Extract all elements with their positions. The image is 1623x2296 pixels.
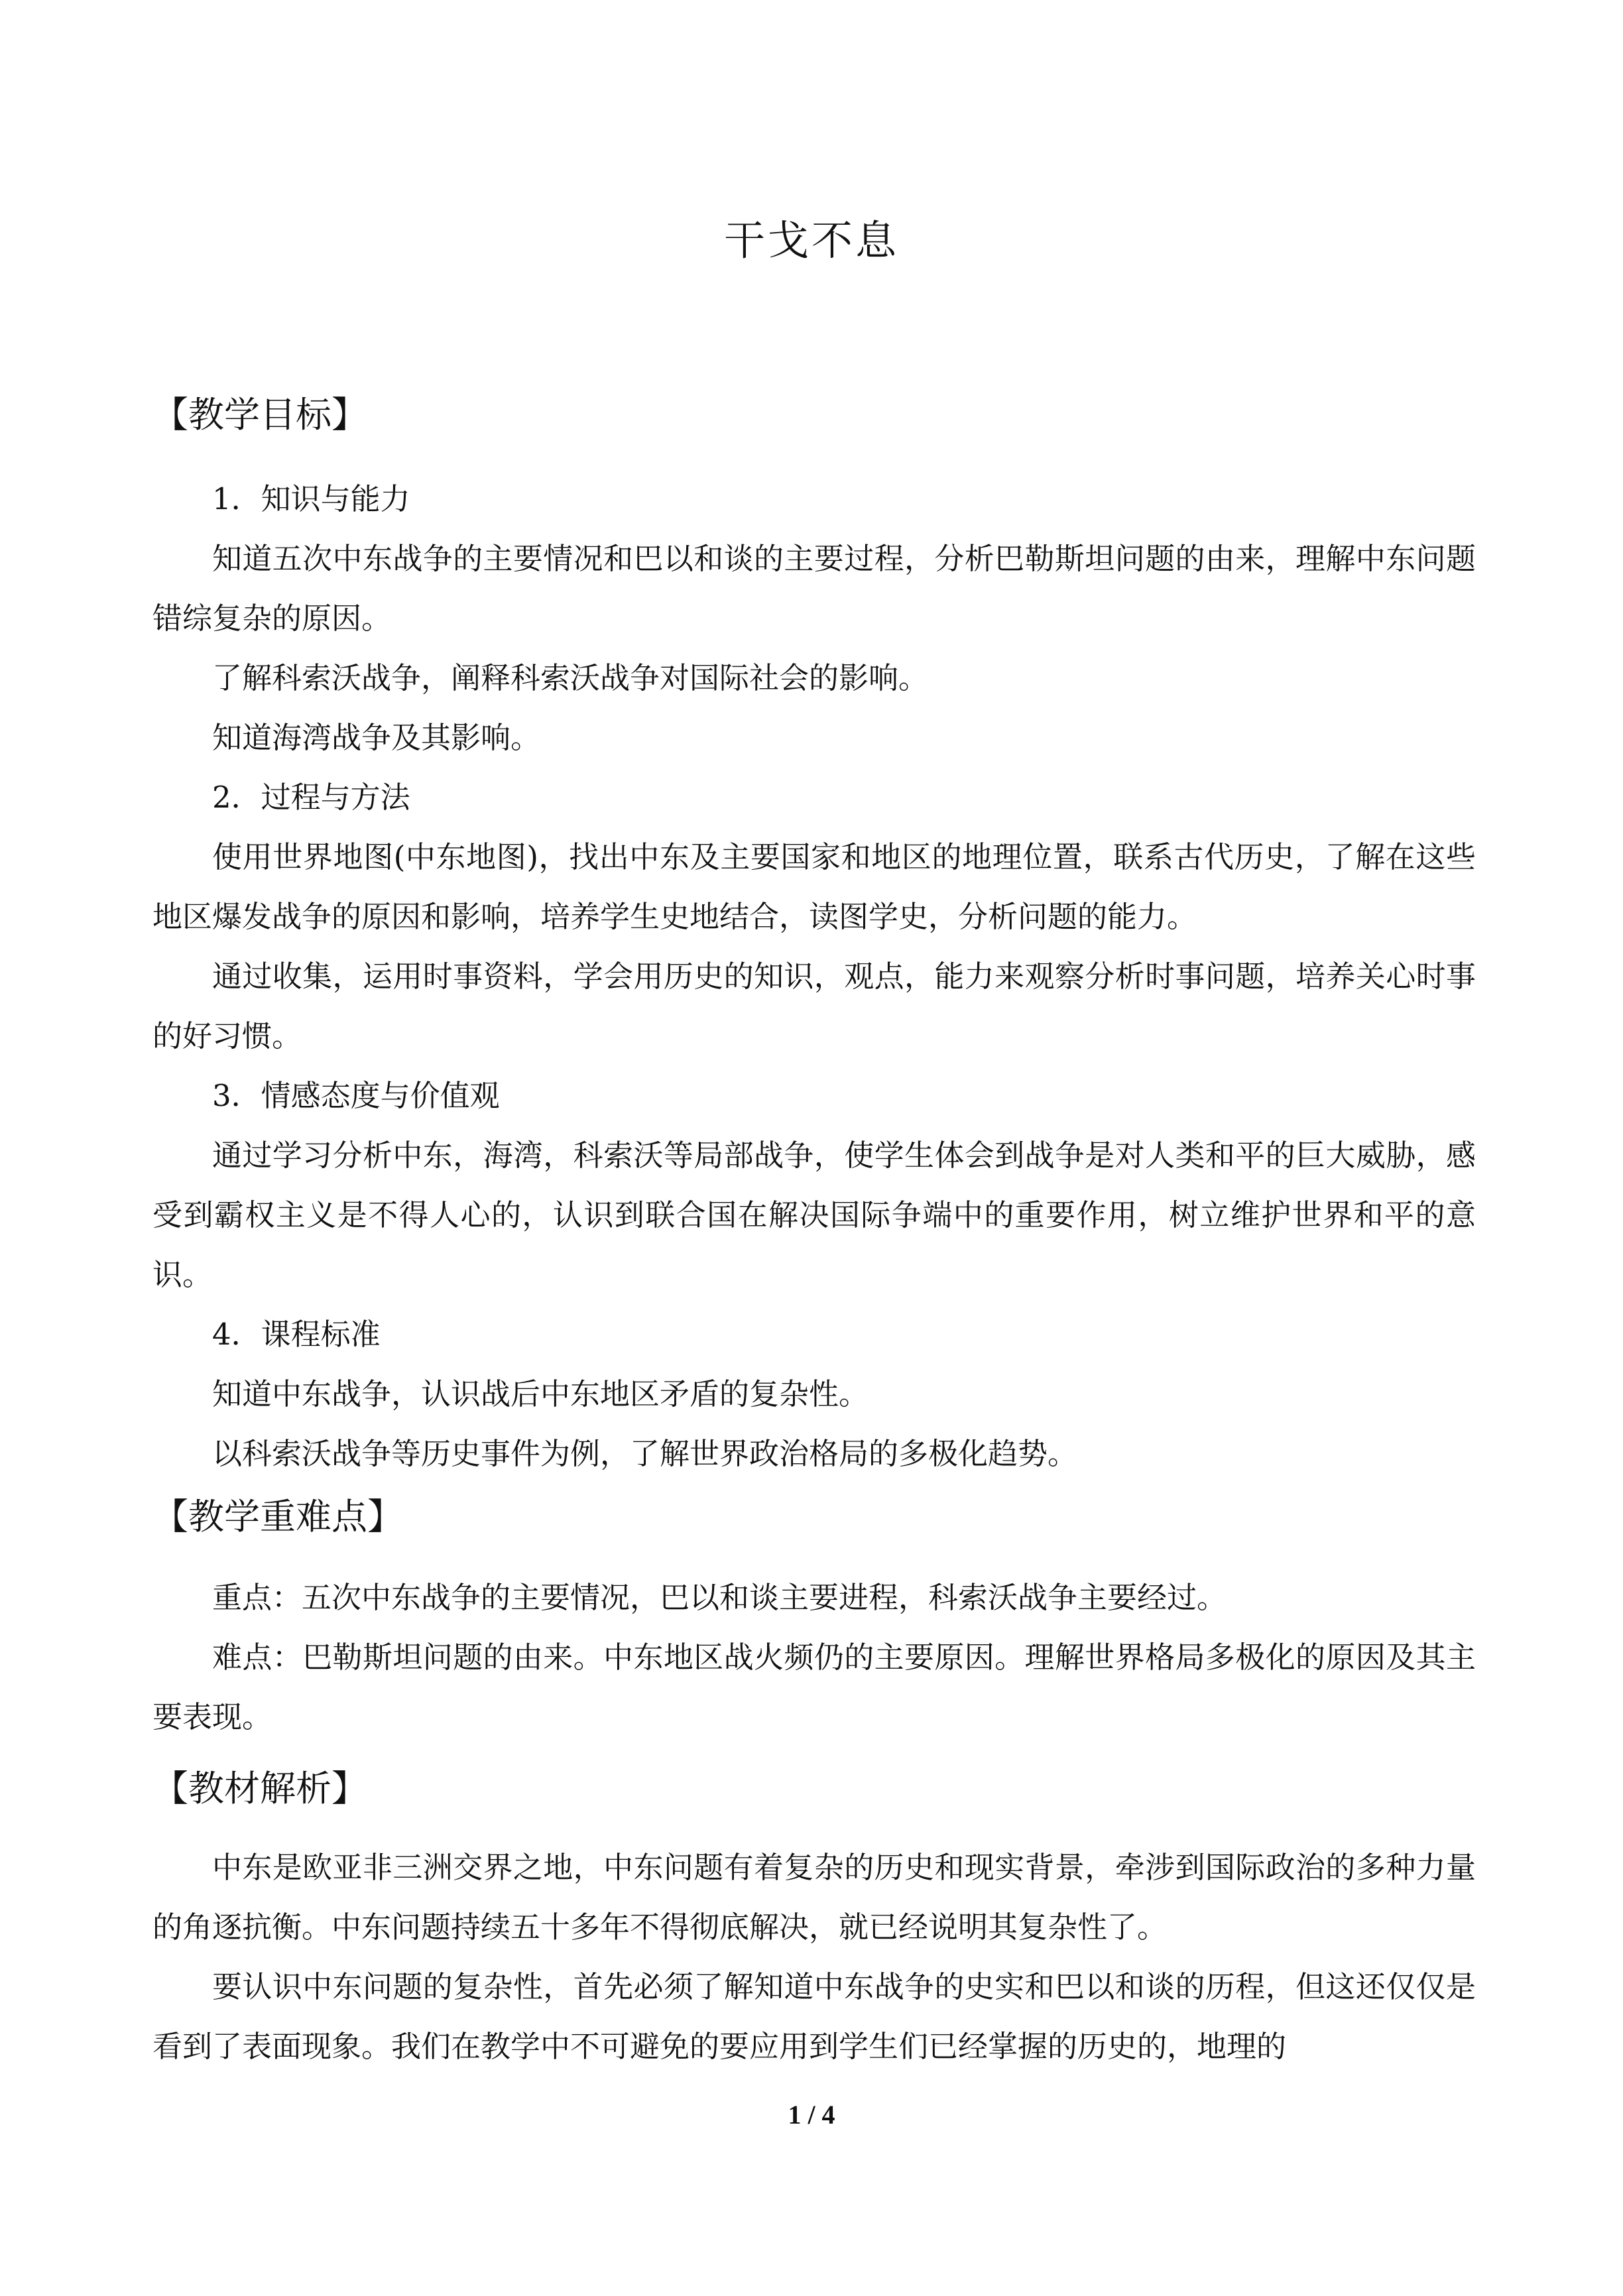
paragraph-analysis-2: 要认识中东问题的复杂性，首先必须了解知道中东战争的史实和巴以和谈的历程，但这还仅仅是看到了表面现象。我们在教学中不可避免的要应用到学生们已经掌握的历史的，地理的 [152,1969,1476,2064]
paragraph-standard-2: 以科索沃战争等历史事件为例，了解世界政治格局的多极化趋势。 [212,1436,1078,1471]
paragraph-analysis-1: 中东是欧亚非三洲交界之地，中东问题有着复杂的历史和现实背景，牵涉到国际政治的多种力量的角逐抗衡。中东问题持续五十多年不得彻底解决，就已经说明其复杂性了。 [152,1850,1476,1945]
paragraph-knowledge-2: 了解科索沃战争，阐释科索沃战争对国际社会的影响。 [212,660,929,695]
paragraph-key-point: 重点：五次中东战争的主要情况，巴以和谈主要进程，科索沃战争主要经过。 [212,1580,1227,1615]
subheading-curriculum-standard: 4．课程标准 [212,1317,381,1352]
paragraph-process-2: 通过收集，运用时事资料，学会用历史的知识，观点，能力来观察分析时事问题，培养关心时事的好习惯。 [152,959,1476,1054]
subheading-emotion-values: 3．情感态度与价值观 [212,1078,500,1113]
section-heading-textbook-analysis: 【教材解析】 [152,1768,367,1809]
document-title: 干戈不息 [723,216,899,265]
section-heading-key-difficult-points: 【教学重难点】 [152,1496,403,1538]
paragraph-process-1: 使用世界地图(中东地图)，找出中东及主要国家和地区的地理位置，联系古代历史，了解在这些地区爆发战争的原因和影响，培养学生史地结合，读图学史，分析问题的能力。 [152,839,1476,934]
subheading-knowledge-ability: 1．知识与能力 [212,481,410,516]
subheading-process-method: 2．过程与方法 [212,780,410,815]
paragraph-knowledge-1: 知道五次中东战争的主要情况和巴以和谈的主要过程，分析巴勒斯坦问题的由来，理解中东问题错综复杂的原因。 [152,541,1476,636]
section-heading-teaching-goals: 【教学目标】 [152,394,367,436]
paragraph-standard-1: 知道中东战争，认识战后中东地区矛盾的复杂性。 [212,1376,869,1412]
paragraph-knowledge-3: 知道海湾战争及其影响。 [212,720,541,755]
page-number: 1 / 4 [788,2100,835,2130]
paragraph-emotion-1: 通过学习分析中东，海湾，科索沃等局部战争，使学生体会到战争是对人类和平的巨大威胁，感受到霸权主义是不得人心的，认识到联合国在解决国际争端中的重要作用，树立维护世界和平的意识。 [152,1138,1476,1292]
paragraph-difficult-point: 难点：巴勒斯坦问题的由来。中东地区战火频仍的主要原因。理解世界格局多极化的原因及其主要表现。 [152,1640,1476,1734]
